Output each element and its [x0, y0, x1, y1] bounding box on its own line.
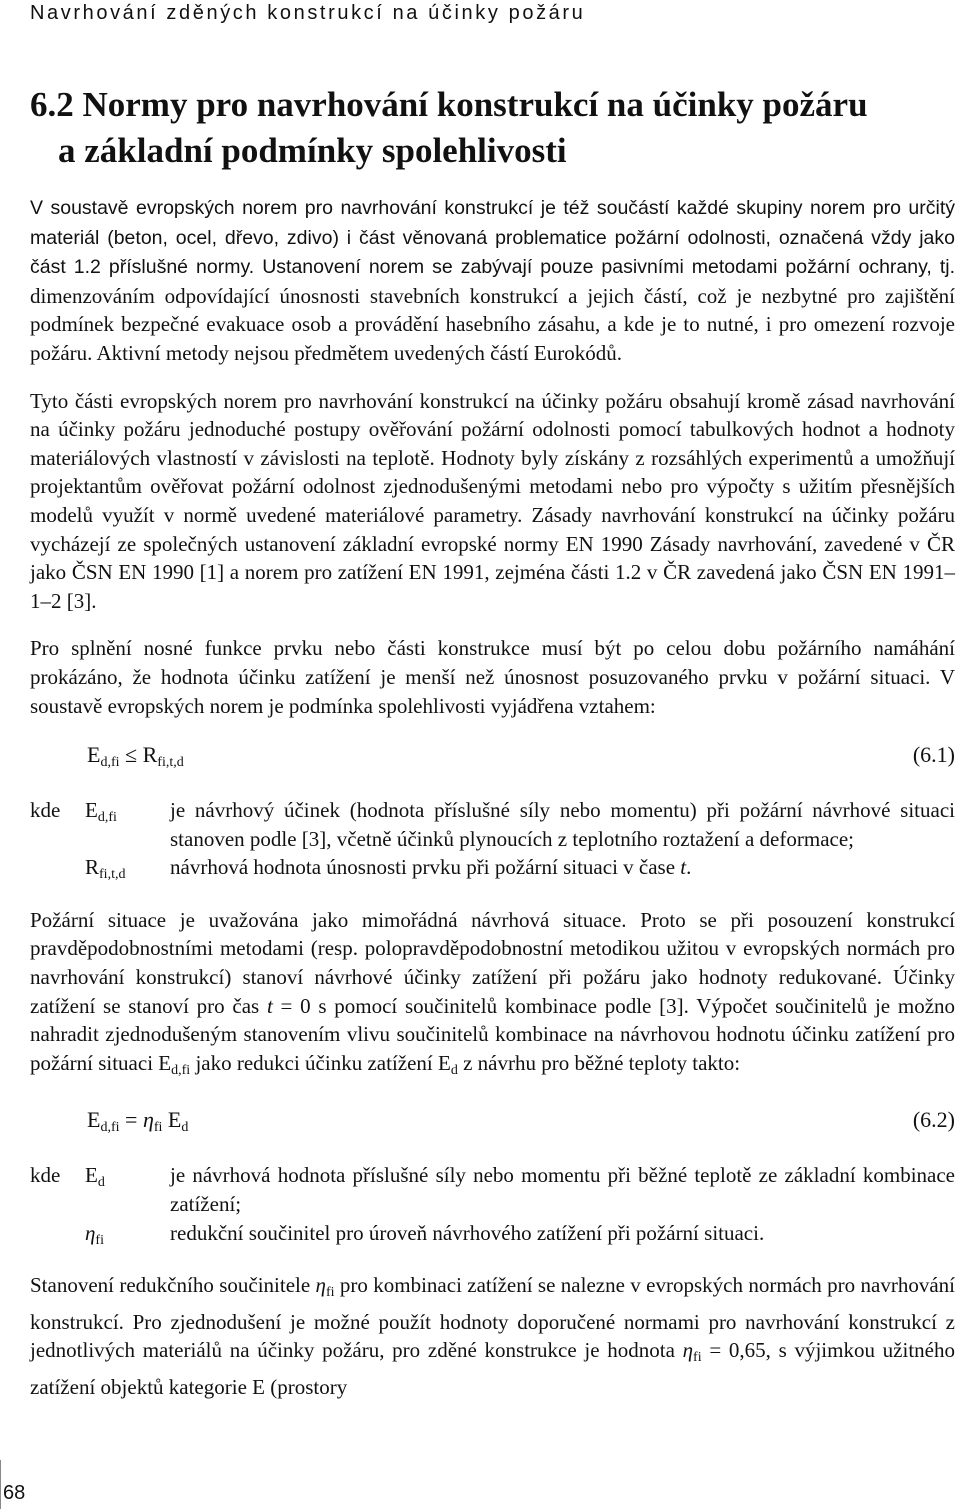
running-head: Navrhování zděných konstrukcí na účinky požáru [30, 2, 586, 24]
paragraph-3: Pro splnění nosné funkce prvku nebo části konstrukce musí být po celou dobu požárního namáhání prokázáno, že hodnota účinku zatížení je menší než únosnost posuzovaného prvku v požární situaci. V soustavě evropských norem je podmínka spolehlivosti vyjádřena vztahem: [30, 636, 955, 718]
legend-symbol-Edfi: $E_{d,fi}$ [85, 798, 117, 826]
section-title [30, 82, 940, 174]
legend-kde: kde [30, 798, 61, 823]
margin-rule [0, 1460, 1, 1509]
paragraph-5: Stanovení redukčního součinitele $\eta_{fi}$ pro kombinaci zatížení se nalezne v evropských normách pro navrhování konstrukcí. Pro zjednodušení je možné použít hodnoty doporučené normami pro navrhování konstrukcí z jednotlivých materiálů na účinky požáru, pro zděné konstrukce je hodnota $\eta_{fi} = 0,65$, s výjimkou užitného zatížení objektů kategorie E (prostory [30, 1273, 955, 1399]
legend-desc-Edfi: je návrhový účinek (hodnota příslušné síly nebo momentu) při požární návrhové situaci stanoven podle [3], včetně účinků plynoucích z teplotního roztažení a deformace; [170, 798, 955, 851]
paragraph-1-sans-part: V soustavě evropských norem pro navrhování konstrukcí je též součástí každé skupiny norem pro určitý materiál (beton, ocel, dřevo, zdivo) i část věnovaná problematice požární odolnosti, označená vždy jako část 1.2 příslušné normy. Ustanovení norem se zabývají pouze pasivními metodami požární ochrany, tj. [30, 197, 955, 279]
legend2-kde: kde [30, 1163, 61, 1188]
section-title-line2: a základní podmínky spolehlivosti [58, 131, 567, 170]
legend-desc-Rfitd: návrhová hodnota únosnosti prvku při požární situaci v čase t. [170, 855, 692, 880]
legend2-desc-Ed: je návrhová hodnota příslušné síly nebo momentu při běžné teplotě ze základní kombinace zatížení; [170, 1163, 955, 1217]
equation-6-1-expression: $E_{d,fi} \le R_{fi,t,d}$ [87, 742, 184, 771]
legend2-symbol-Ed: $E_d$ [85, 1163, 105, 1191]
equation-6-2-number: (6.2) [912, 1107, 955, 1133]
paragraph-4: Požární situace je uvažována jako mimořádná návrhová situace. Proto se při posouzení konstrukcí pravděpodobnostními metodami (resp. polopravděpodobnostní metodikou užitou v evropských normách pro navrhování konstrukcí) stanoví návrhové účinky zatížení při požáru jako hodnoty redukované. Účinky zatížení se stanoví pro čas t = 0 s pomocí součinitelů kombinace podle [3]. Výpočet součinitelů je možno nahradit zjednodušeným stanovením vlivu součinitelů kombinace na návrhovou hodnotu účinku zatížení pro požární situaci $E_{d,fi}$ jako redukci účinku zatížení $E_d$ z návrhu pro běžné teploty takto: [30, 907, 956, 1078]
equation-6-1-number: (6.1) [912, 742, 955, 768]
legend2-symbol-etafi: $\eta_{fi}$ [85, 1220, 104, 1248]
paragraph-2: Tyto části evropských norem pro navrhování konstrukcí na účinky požáru obsahují kromě zásad navrhování na účinky požáru jednoduché postupy ověřování požární odolnosti pomocí tabulkových hodnot a hodnoty materiálových vlastností v závislosti na teplotě. Hodnoty byly získány z rozsáhlých experimentů a umožňují projektantům ověřovat požární odolnost zjednodušenými metodami nebo pro výpočty s užitím přesnějších modelů využít v normě uvedené materiálové parametry. Zásady navrhování konstrukcí na účinky požáru vycházejí ze společných ustanovení základní evropské normy EN 1990 Zásady navrhování, zavedené v ČR jako ČSN EN 1990 [1] a norem pro zatížení EN 1991, zejména části 1.2 v ČR zavedená jako ČSN EN 1991–1–2 [3]. [30, 388, 955, 613]
section-title-line1: 6.2 Normy pro navrhování konstrukcí na účinky požáru [30, 85, 868, 124]
page-number: 68 [3, 1482, 26, 1504]
paragraph-1-serif-part: dimenzováním odpovídající únosnosti stavebních konstrukcí a jejich částí, což je nezbytné pro zajištění podmínek bezpečné evakuace osob a provádění hasebního zásahu, a kde je to nutné, i pro omezení rozvoje požáru. Aktivní metody nejsou předmětem uvedených částí Eurokódů. [30, 283, 955, 365]
leq-symbol: ≤ [125, 742, 138, 768]
equation-6-2-expression: $E_{d,fi} = \eta_{fi}$ $E_d$ [87, 1107, 189, 1136]
legend2-desc-etafi: redukční součinitel pro úroveň návrhového zatížení při požární situaci. [170, 1220, 765, 1245]
paragraph-1 [30, 193, 955, 368]
legend-symbol-Rfitd: $R_{fi,t,d}$ [85, 855, 126, 883]
equation-6-1-legend [30, 796, 955, 890]
equation-6-1 [30, 740, 955, 778]
body-content [30, 193, 955, 1421]
equation-6-2-legend [30, 1161, 955, 1255]
equation-6-2 [30, 1105, 955, 1143]
